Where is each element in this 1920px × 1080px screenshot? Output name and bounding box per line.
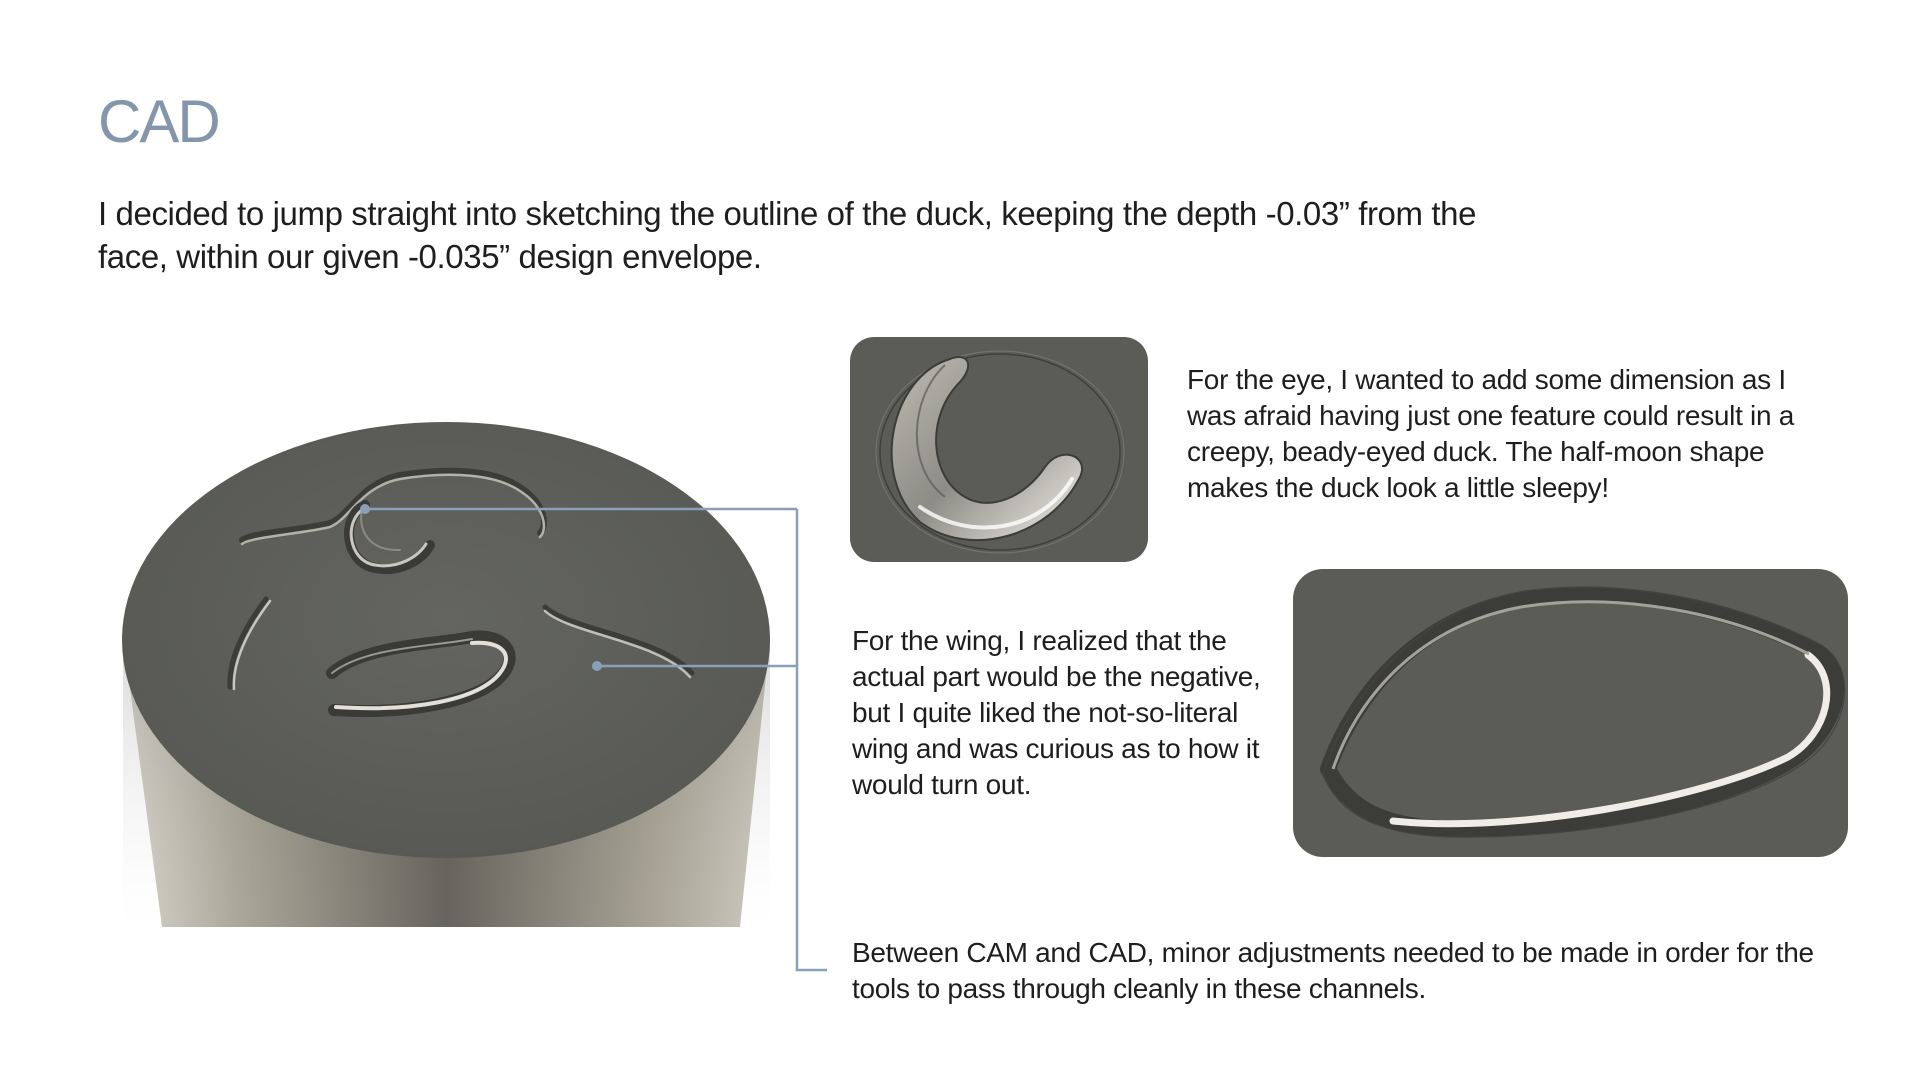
wing-description: For the wing, I realized that the actual part would be the negative, but I quite liked the not-so-literal wing and was curious as to how it would turn out. xyxy=(852,625,1261,800)
page-title: CAD xyxy=(98,88,219,155)
cam-cad-note: Between CAM and CAD, minor adjustments needed to be made in order for the tools to pass through cleanly in these channels. xyxy=(852,937,1814,1004)
wing-closeup-render xyxy=(1293,569,1848,857)
intro-paragraph: I decided to jump straight into sketching the outline of the duck, keeping the depth -0.03” from the face, within our given -0.035” design envelope. xyxy=(98,195,1477,275)
eye-closeup-render xyxy=(850,337,1148,562)
eye-description: For the eye, I wanted to add some dimension as I was afraid having just one feature could result in a creepy, beady-eyed duck. The half-moon shape makes the duck look a little sleepy! xyxy=(1187,364,1794,503)
cylinder-duck-render xyxy=(100,405,800,930)
